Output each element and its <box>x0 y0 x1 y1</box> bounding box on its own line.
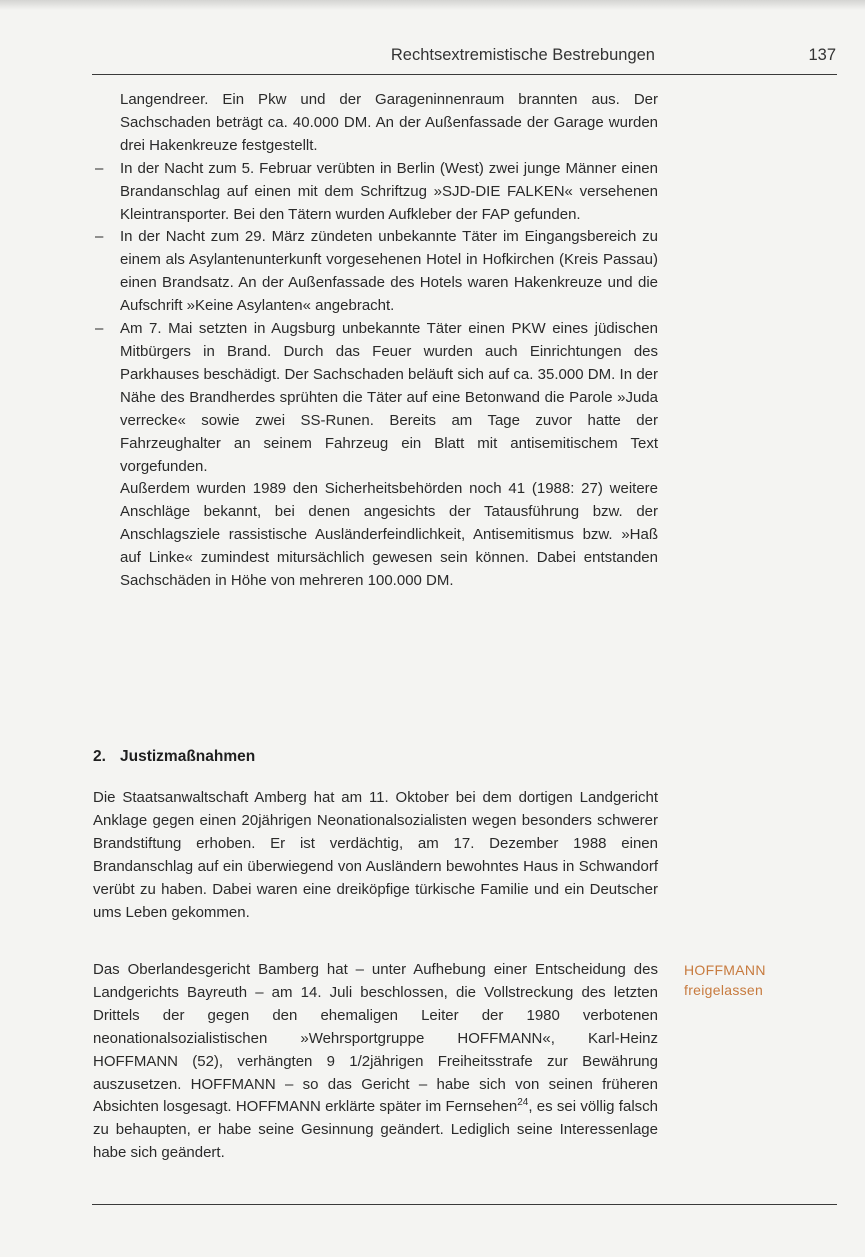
list-dash: – <box>95 228 104 246</box>
page-number: 137 <box>808 46 836 64</box>
header-rule <box>92 74 837 75</box>
incident-list <box>93 158 658 479</box>
footer-rule <box>92 1204 837 1205</box>
page-top-shadow <box>0 0 865 10</box>
body-paragraph <box>93 959 658 1165</box>
list-dash: – <box>95 159 104 177</box>
list-item <box>93 158 658 227</box>
list-item-text: Am 7. Mai setzten in Augsburg unbekannte Täter einen PKW eines jüdischen Mitbürgers in Brand. Durch das Feuer wurden auch Einrichtungen des Parkhauses beschädigt. Der Sachschaden beläuft sich auf ca. 35.000 DM. In der Nähe des Brandherdes sprühten die Täter auf eine Betonwand die Parole »Juda verrecke« sowie zwei SS-Runen. Bereits am Tage zuvor hatte der Fahrzeughalter an seinem Fahrzeug ein Blatt mit antisemitischem Text vorgefunden. <box>120 320 658 475</box>
continuation-paragraph: Langendreer. Ein Pkw und der Garageninnenraum brannten aus. Der Sachschaden beträgt ca. 40.000 DM. An der Außenfassade der Garage wurden drei Hakenkreuze festgestellt. <box>120 91 658 154</box>
paragraph-text: Das Oberlandesgericht Bamberg hat – unter Aufhebung einer Entscheidung des Landgerichts Bayreuth – am 14. Juli beschlossen, die Vollstreckung des letzten Drittels der gegen den ehemaligen Leiter der 1980 verbotenen neonationalsozialistischen »Wehrsportgruppe HOFFMANN«, Karl-Heinz HOFFMANN (52), verhängten 9 1/2jährigen Freiheitsstrafe zur Bewährung auszusetzen. HOFFMANN – so das Gericht – habe sich von seinen früheren Absichten losgesagt. HOFFMANN erklärte später im Fernsehen <box>93 961 658 1116</box>
list-item-text: In der Nacht zum 29. März zündeten unbekannte Täter im Eingangsbereich zu einem als Asylantenunterkunft vorgesehenen Hotel in Hofkirchen (Kreis Passau) einen Brandsatz. An der Außenfassade des Hotels waren Hakenkreuze und die Aufschrift »Keine Asylanten« angebracht. <box>120 228 658 315</box>
list-item <box>93 226 658 318</box>
paragraph-text: , es sei völlig falsch zu behaupten, er habe seine Gesinnung geändert. Lediglich seine Interessenlage habe sich geändert. <box>93 1098 658 1162</box>
section-number: 2. <box>93 748 106 765</box>
section-title: Justizmaßnahmen <box>120 748 256 765</box>
closing-paragraph: Außerdem wurden 1989 den Sicherheitsbehörden noch 41 (1988: 27) weitere Anschläge bekannt, bei denen angesichts der Tatausführung bzw. der Anschlagsziele rassistische Ausländerfeindlichkeit, Antisemitismus bzw. »Haß auf Linke« zumindest mitursächlich gewesen sein können. Dabei entstanden Sachschäden in Höhe von mehreren 100.000 DM. <box>120 480 658 590</box>
body-paragraph: Die Staatsanwaltschaft Amberg hat am 11. Oktober bei dem dortigen Landgericht Anklage gegen einen 20jährigen Neonationalsozialisten wegen besonders schwerer Brandstiftung erhoben. Er ist verdächtig, am 17. Dezember 1988 einen Brandanschlag auf ein überwiegend von Ausländern bewohntes Haus in Schwandorf verübt zu haben. Dabei waren eine dreiköpfige türkische Familie und ein Deutscher ums Leben gekommen. <box>93 789 658 921</box>
margin-note-line: HOFFMANN <box>684 962 766 978</box>
paragraph-amberg <box>93 787 658 924</box>
footnote-reference[interactable]: 24 <box>517 1097 529 1109</box>
section-heading <box>93 748 255 766</box>
running-title: Rechtsextremistische Bestrebungen <box>390 46 655 64</box>
list-item <box>93 318 658 478</box>
list-dash: – <box>95 320 104 338</box>
paragraph-bamberg <box>93 959 658 1165</box>
margin-note-line: freigelassen <box>684 982 764 998</box>
list-item-text: In der Nacht zum 5. Februar verübten in Berlin (West) zwei junge Männer einen Brandanschlag auf einen mit dem Schriftzug »SJD-DIE FALKEN« versehenen Kleintransporter. Bei den Tätern wurden Aufkleber der FAP gefunden. <box>120 159 658 223</box>
incident-list-section <box>93 89 658 593</box>
margin-note <box>684 960 804 1000</box>
